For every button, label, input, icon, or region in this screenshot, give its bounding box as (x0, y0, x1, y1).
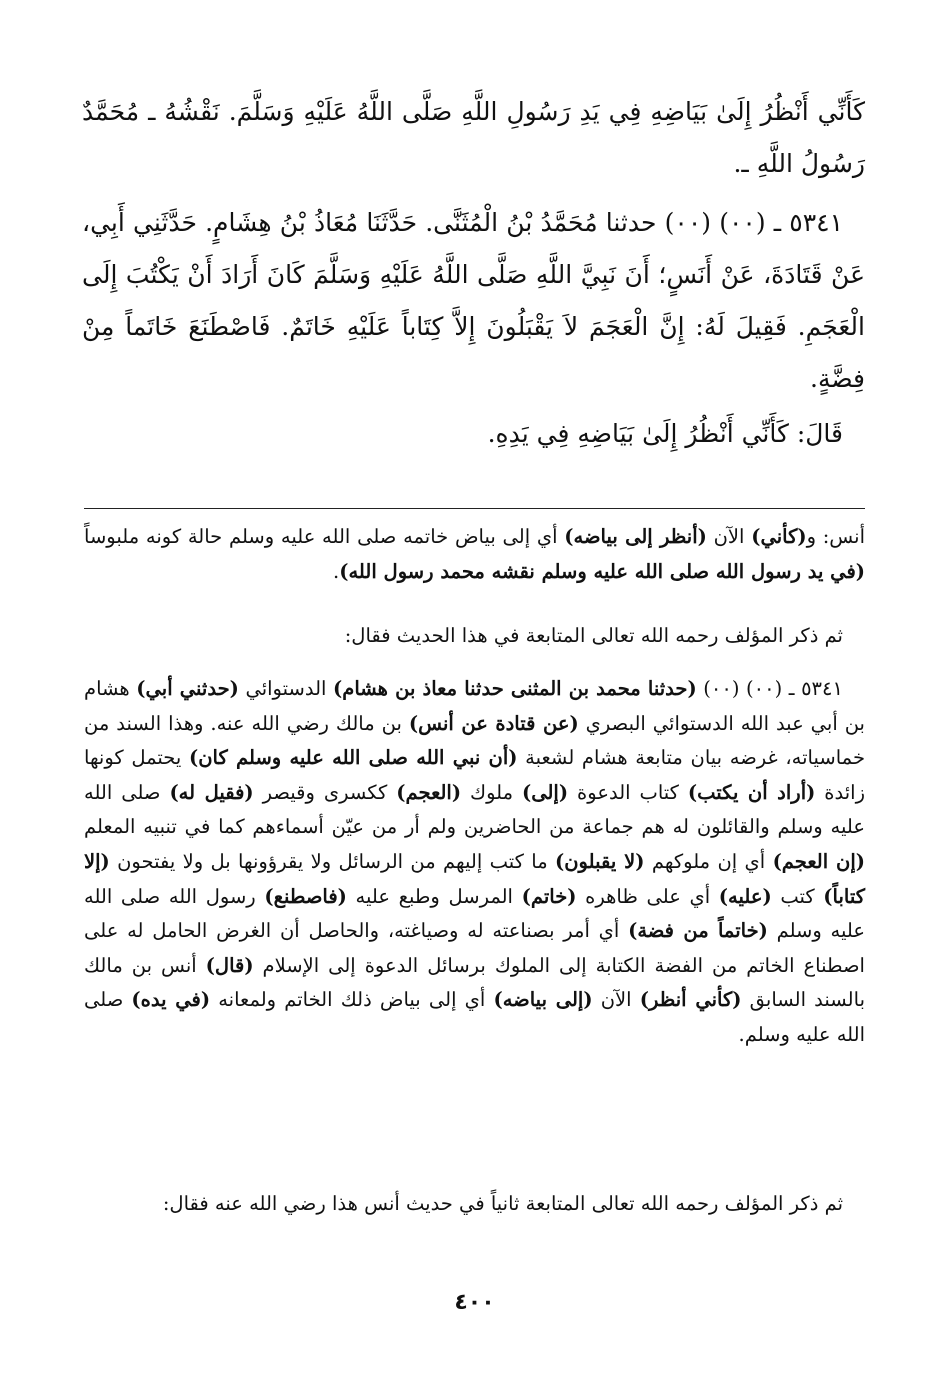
commentary-intro-mutabaa: ثم ذكر المؤلف رحمه الله تعالى المتابعة في هذا الحديث فقال: (344, 624, 843, 647)
footnote-divider (84, 508, 865, 509)
hadith-5341-qala: قَالَ: كَأَنِّي أَنْظُرُ إِلَىٰ بَيَاضِهِ فِي يَدِهِ. (487, 419, 843, 448)
hadith-text-continued: كَأَنِّي أَنْظُرُ إِلَىٰ بَيَاضِهِ فِي يَدِ رَسُولِ اللَّهِ صَلَّى اللَّهُ عَلَيْهِ وَسَلَّمَ. نَقْشُهُ ـ مُحَمَّدٌ رَسُولُ اللَّهِ ـ. (82, 97, 865, 178)
commentary-anas-paragraph: أنس: و(كأني) الآن (أنظر إلى بياضه) أي إلى بياض خاتمه صلى الله عليه وسلم حالة كونه ملبوساً (في يد رسول الله صلى الله عليه وسلم نقشه محمد رسول الله). (84, 525, 866, 583)
page-number: ٤٠٠ (454, 1290, 495, 1315)
commentary-next-mutabaa: ثم ذكر المؤلف رحمه الله تعالى المتابعة ثانياً في حديث أنس هذا رضي الله عنه فقال: (162, 1192, 843, 1215)
hadith-5341: ٥٣٤١ ـ (٠٠) (٠٠) حدثنا مُحَمَّدُ بْنُ الْمُثَنَّى. حَدَّثَنَا مُعَاذُ بْنُ هِشَامٍ. حَدَّثَنِي أَبِي، عَنْ قَتَادَةَ، عَنْ أَنَسٍ؛ أَنَ نَبِيَّ اللَّهِ صَلَّى اللَّهُ عَلَيْهِ وَسَلَّمَ كَانَ أَرَادَ أَنْ يَكْتُبَ إِلَى الْعَجَمِ. فَقِيلَ لَهُ: إِنَّ الْعَجَمَ لاَ يَقْبَلُونَ إِلاَّ كِتَاباً عَلَيْهِ خَاتَمٌ. فَاصْطَنَعَ خَاتَماً مِنْ فِضَّةٍ. (82, 208, 865, 393)
commentary-hadith-5341: ٥٣٤١ ـ (٠٠) (٠٠) (حدثنا محمد بن المثنى حدثنا معاذ بن هشام) الدستوائي (حدثني أبي) هشام بن أبي عبد الله الدستوائي البصري (عن قتادة عن أنس) بن مالك رضي الله عنه. وهذا السند من خماسياته، غرضه بيان متابعة هشام لشعبة (أن نبي الله صلى الله عليه وسلم كان) يحتمل كونها زائدة (أراد أن يكتب) كتاب الدعوة (إلى) ملوك (العجم) ككسرى وقيصر (فقيل له) صلى الله عليه وسلم والقائلون له هم جماعة من الحاضرين ولم أر من عيّن أسماءهم كما في تنبيه المعلم (إن العجم) أي إن ملوكهم (لا يقبلون) ما كتب إليهم من الرسائل ولا يقرؤونها بل ولا يفتحون (إلا كتاباً) كتب (عليه) أي على ظاهره (خاتم) المرسل وطبع عليه (فاصطنع) رسول الله صلى الله عليه وسلم (خاتماً من فضة) أي أمر بصناعته له وصياغته، والحاصل أن الغرض الحامل له على اصطناع الخاتم من الفضة الكتابة إلى الملوك برسائل الدعوة إلى الإسلام (قال) أنس بن مالك بالسند السابق (كأني أنظر) الآن (إلى بياضه) أي إلى بياض ذلك الخاتم ولمعانه (في يده) صلى الله عليه وسلم. (84, 677, 866, 1046)
